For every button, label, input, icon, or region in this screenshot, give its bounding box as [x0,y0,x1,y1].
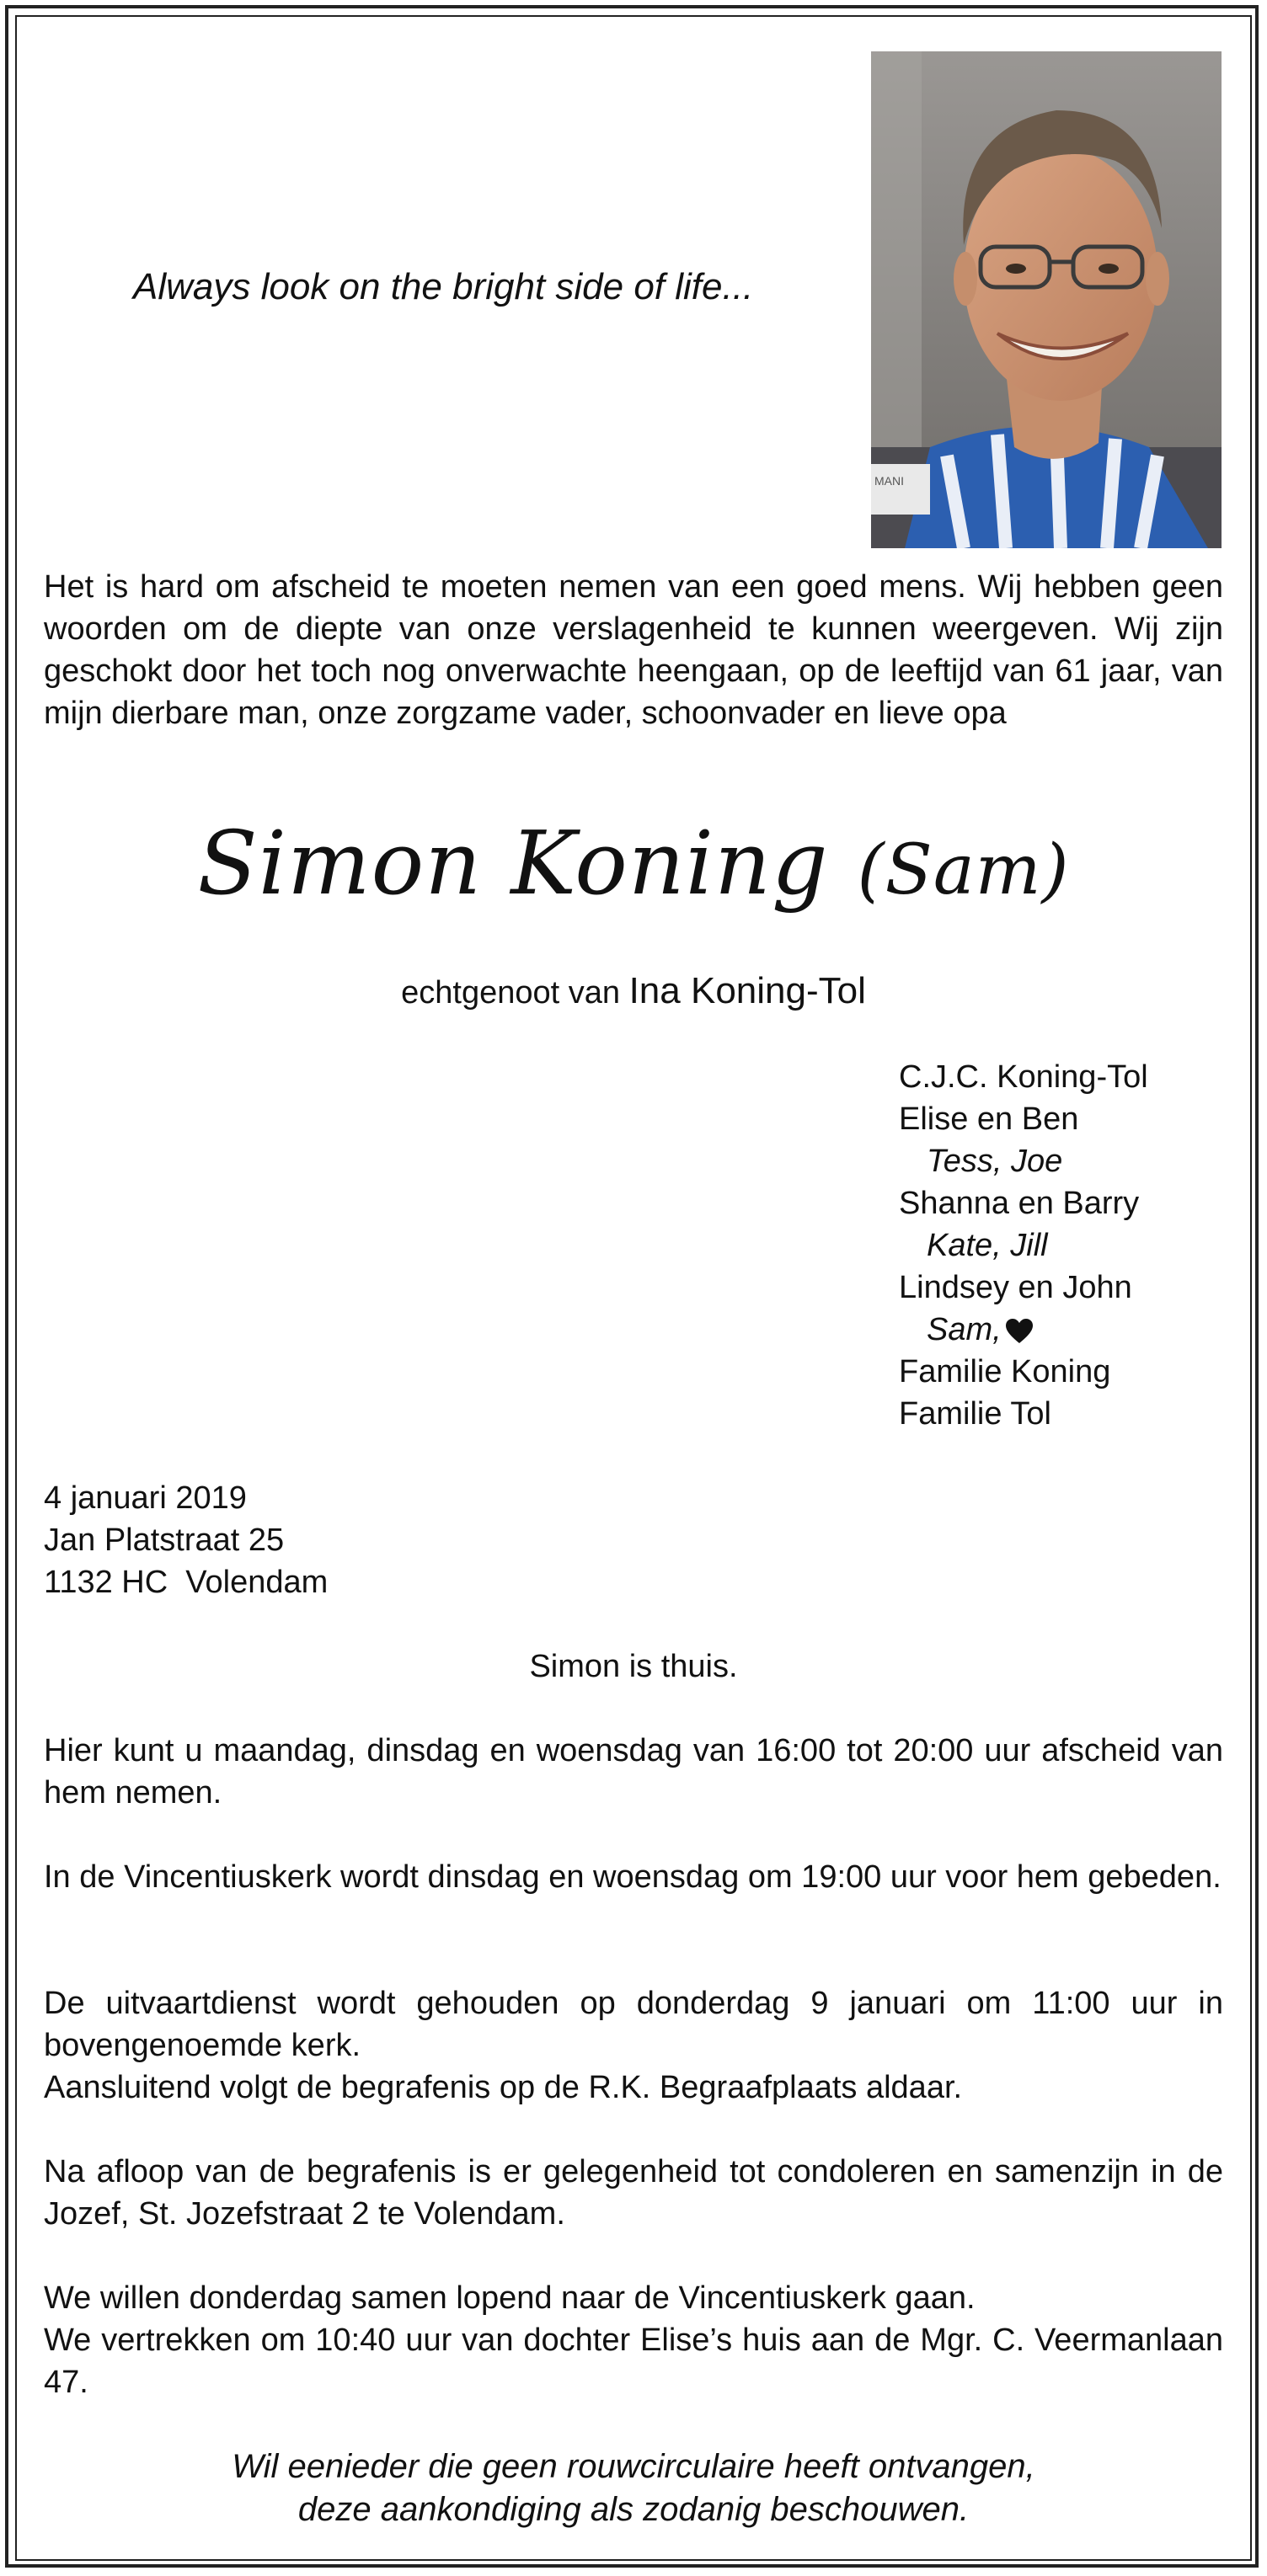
home-notice: Simon is thuis. [529,1649,738,1684]
intro-paragraph: Het is hard om afscheid te moeten nemen van een goed mens. Wij hebben geen woorden om de diepte van onze verslagenheid te kunnen weergeven. Wij zijn geschokt door het toch nog onverwachte heengaan, op de leeftijd van 61 jaar, van mijn dierbare man, onze zorgzame vader, schoonvader en lieve opa [44,569,1223,731]
prayer-paragraph: In de Vincentiuskerk wordt dinsdag en woensdag om 19:00 uur voor hem gebeden. [44,1859,1222,1895]
spouse-prefix: echtgenoot van [401,975,621,1011]
procession-line-2: We vertrekken om 10:40 uur van dochter Elise’s huis aan de Mgr. C. Veermanlaan 47. [44,2323,1223,2400]
deceased-name [0,808,1267,925]
family-member: Lindsey en John [899,1270,1132,1305]
procession-line-1: We willen donderdag samen lopend naar de Vincentiuskerk gaan. [44,2280,976,2316]
portrait-photo [871,51,1222,548]
family-member: Shanna en Barry [899,1186,1140,1221]
family-list [899,1056,1148,1435]
closing-note [0,2445,1267,2531]
grandchildren: Kate, Jill [927,1228,1048,1263]
street-line: Jan Platstraat 25 [44,1523,285,1558]
deceased-fullname: Simon Koning [197,812,829,915]
closing-line-1: Wil eenieder die geen rouwcirculaire heeft ontvangen, [232,2448,1035,2485]
grandchildren: Tess, Joe [927,1144,1063,1179]
family-member: C.J.C. Koning-Tol [899,1059,1148,1095]
date-line: 4 januari 2019 [44,1480,247,1516]
photo-shirt-text: MANI [874,474,904,488]
portrait-illustration [871,51,1222,548]
closing-line-2: deze aankondiging als zodanig beschouwen. [297,2491,970,2528]
motto: Always look on the bright side of life... [133,266,754,307]
procession-paragraph [44,2277,1223,2403]
service-line-2: Aansluitend volgt de begrafenis op de R.K. Begraafplaats aldaar. [44,2070,963,2105]
grandchild-name: Sam, [927,1312,1002,1347]
heart-icon [1005,1318,1034,1345]
service-line-1: De uitvaartdienst wordt gehouden op donderdag 9 januari om 11:00 uur in bovengenoemde kerk. [44,1986,1223,2063]
family-member: Elise en Ben [899,1101,1079,1137]
visiting-paragraph: Hier kunt u maandag, dinsdag en woensdag van 16:00 tot 20:00 uur afscheid van hem nemen. [44,1733,1223,1811]
condolence-paragraph: Na afloop van de begrafenis is er gelegenheid tot condoleren en samenzijn in de Jozef, St. Jozefstraat 2 te Volendam. [44,2154,1223,2232]
city-line: 1132 HC Volendam [44,1565,329,1600]
address-block [44,1477,328,1603]
spouse-name: Ina Koning-Tol [628,970,866,1011]
deceased-nickname: (Sam) [857,830,1070,910]
grandchildren-with-heart [899,1309,1148,1351]
spouse-line [0,970,1267,1012]
service-paragraph [44,1982,1223,2109]
family-member: Familie Koning [899,1354,1111,1389]
family-member: Familie Tol [899,1396,1051,1432]
